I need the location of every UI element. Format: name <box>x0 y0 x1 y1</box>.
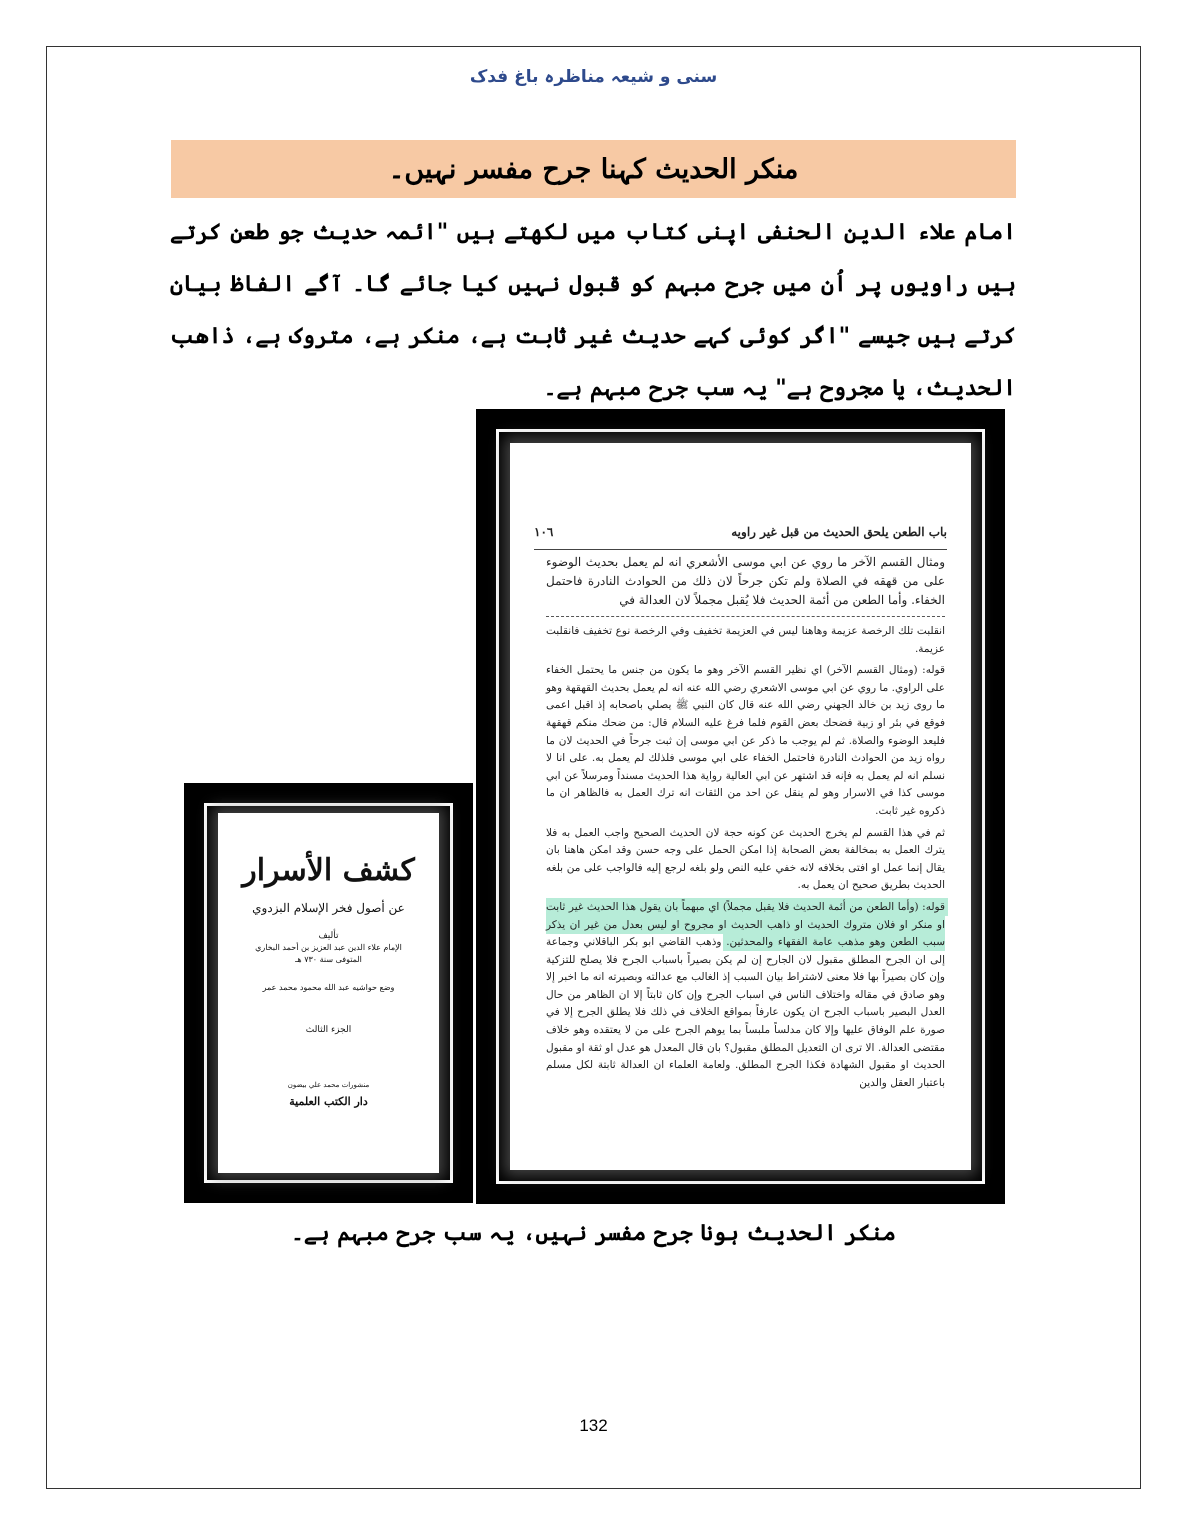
scan-page-number: ١٠٦ <box>534 525 554 539</box>
intro-paragraph: امام علاء الدین الحنفی اپنی کتاب میں لکھتے ہیں "ائمہ حدیث جو طعن کرتے ہیں راویوں پر اُن میں جرح مبہم کو قبول نہیں کیا جائے گا۔ آگے الفاظ بیان کرتے ہیں جیسے "اگر کوئی کہے حدیث غیر ثابت ہے، منکر ہے، متروک ہے، ذاھب الحدیث، یا مجروح ہے" یہ سب جرح مبہم ہے۔ <box>170 219 1016 401</box>
scan-body <box>546 553 945 1096</box>
scan-commentary-para: قوله: (ومثال القسم الآخر) اي نظير القسم الآخر وهو ما يكون من جنس ما يحتمل الخفاء على الراوي. ما روي عن ابي موسى الاشعري رضي الله عنه انه لم يعمل بحديث القهقهة وهو ما روى زيد بن خالد الجهني رضي الله عنه قال كان النبي ﷺ يصلي باصحابه إذ اقبل اعمى فوقع في بئر او زبية فضحك بعض القوم فلما فرغ عليه السلام قال: من ضحك منكم قهقهة فليعد الوضوء والصلاة. ثم لم يوجب ما ذكر عن ابي موسى إن ثبت جرحاً في الحديث لان ما رواه زيد من الحوادث النادرة فاحتمل الخفاء على ابي موسى فلذلك لم يعمل به. على انا لا نسلم انه لم يعمل به فإنه قد اشتهر عن ابي العالية رواية هذا الحديث مسنداً ومرسلاً عن ابي موسى كذا في الاسرار وهو لم ينقل عن احد من الثقات انه ترك العمل به فالظاهر ان ما ذكروه غير ثابت. <box>546 664 945 817</box>
scan-running-head <box>534 525 947 550</box>
scan-after-highlight: وذهب القاضي ابو بكر الباقلاني وجماعة إلى ان الجرح المطلق مقبول لان الجارح إن لم يكن بصيراً باسباب الجرح فلا يصلح للتزكية وإن كان بصيراً بها فلا معنى لاشتراط بيان السبب إذ الغالب مع عدالته وبصيرته انه ما اخبر إلا وهو صادق في مقاله واختلاف الناس في اسباب الجرح وإن كان ثابتاً إلا ان الظاهر من حال العدل البصير باسباب الجرح ان يكون عارفاً بمواقع الخلاف في ذلك فلا يطلق الجرح إلا في صورة علم الوفاق عليها وإلا كان مدلساً ملبساً بما يوهم الجرح على من لا يعتقده وهو خلاف مقتضى العدالة. الا ترى ان التعديل المطلق مقبول؟ بان قال المعدل هو عدل او ثقة او مقبول الحديث او مقبول الشهادة فكذا الجرح المطلق. ولعامة العلماء ان العدالة ثابتة لكل مسلم باعتبار العقل والدين <box>546 936 945 1089</box>
book-cover <box>218 813 439 1173</box>
scanned-page <box>510 443 971 1170</box>
page-number: 132 <box>579 1416 608 1435</box>
scan-head-title: باب الطعن يلحق الحديث من قبل غير راويه <box>731 525 947 539</box>
scan-divider <box>546 616 945 617</box>
cover-author: الإمام علاء الدين عبد العزيز بن أحمد البخاري <box>255 943 402 952</box>
scan-commentary-para: انقلبت تلك الرخصة عزيمة وهاهنا ليس في العزيمة تخفيف وفي الرخصة نوع تخفيف فانقلبت عزيمة. <box>546 625 945 655</box>
cover-author-label: تأليف <box>318 931 339 941</box>
cover-title: كشف الأسرار <box>242 853 415 888</box>
image-caption: منکر الحدیث ہونا جرح مفسر نہیں، یہ سب جرح مبہم ہے۔ <box>290 1220 897 1246</box>
scan-frame-left <box>184 783 473 1203</box>
cover-publisher-line: منشورات محمد علي بيضون <box>287 1081 370 1089</box>
scan-highlight-block <box>546 899 945 1093</box>
cover-publisher: دار الكتب العلمية <box>289 1095 368 1108</box>
scan-highlight: قوله: (وأما الطعن من أئمة الحديث فلا يقبل مجملاً) اي مبهماً بان يقول هذا الحديث غير ثابت او منكر او فلان متروك الحديث او ذاهب الحديث او مجروح او ليس بعدل من غير ان يذكر سبب الطعن وهو مذهب عامة الفقهاء والمحدثين. <box>546 900 945 949</box>
cover-subtitle: عن أصول فخر الإسلام البزدوي <box>252 901 405 915</box>
scan-frame-right <box>476 409 1005 1204</box>
scan-commentary <box>546 623 945 1092</box>
cover-volume: الجزء الثالث <box>305 1025 352 1035</box>
running-header: سنی و شیعہ مناظرہ باغ فدک <box>469 67 718 87</box>
section-heading: منکر الحدیث کہنا جرح مفسر نہیں۔ <box>388 153 799 185</box>
section-heading-band <box>171 140 1016 198</box>
cover-editor: وضع حواشيه عبد الله محمود محمد عمر <box>262 983 395 992</box>
cover-death: المتوفى سنة ٧٣٠ هـ <box>295 955 362 964</box>
scan-commentary-para: ثم في هذا القسم لم يخرج الحديث عن كونه حجة لان الحديث الصحيح واجب العمل به فلا يترك العمل به بمخالفة بعض الصحابة إذا امكن الحمل على وجه حسن وقد امكن هاهنا بان يقال إنما عمل او افتى بخلافه لانه خفي عليه النص ولو بلغه لرجع إليه فالواجب على من بلغه الحديث بطريق صحيح ان يعمل به. <box>546 826 945 892</box>
scan-matn: ومثال القسم الآخر ما روي عن ابي موسى الأشعري انه لم يعمل بحديث الوضوء على من قهقه في الصلاة ولم تكن جرحاً لان ذلك من الحوادث النادرة فاحتمل الخفاء. وأما الطعن من أئمة الحديث فلا يُقبل مجملاً لان العدالة في <box>546 555 945 607</box>
